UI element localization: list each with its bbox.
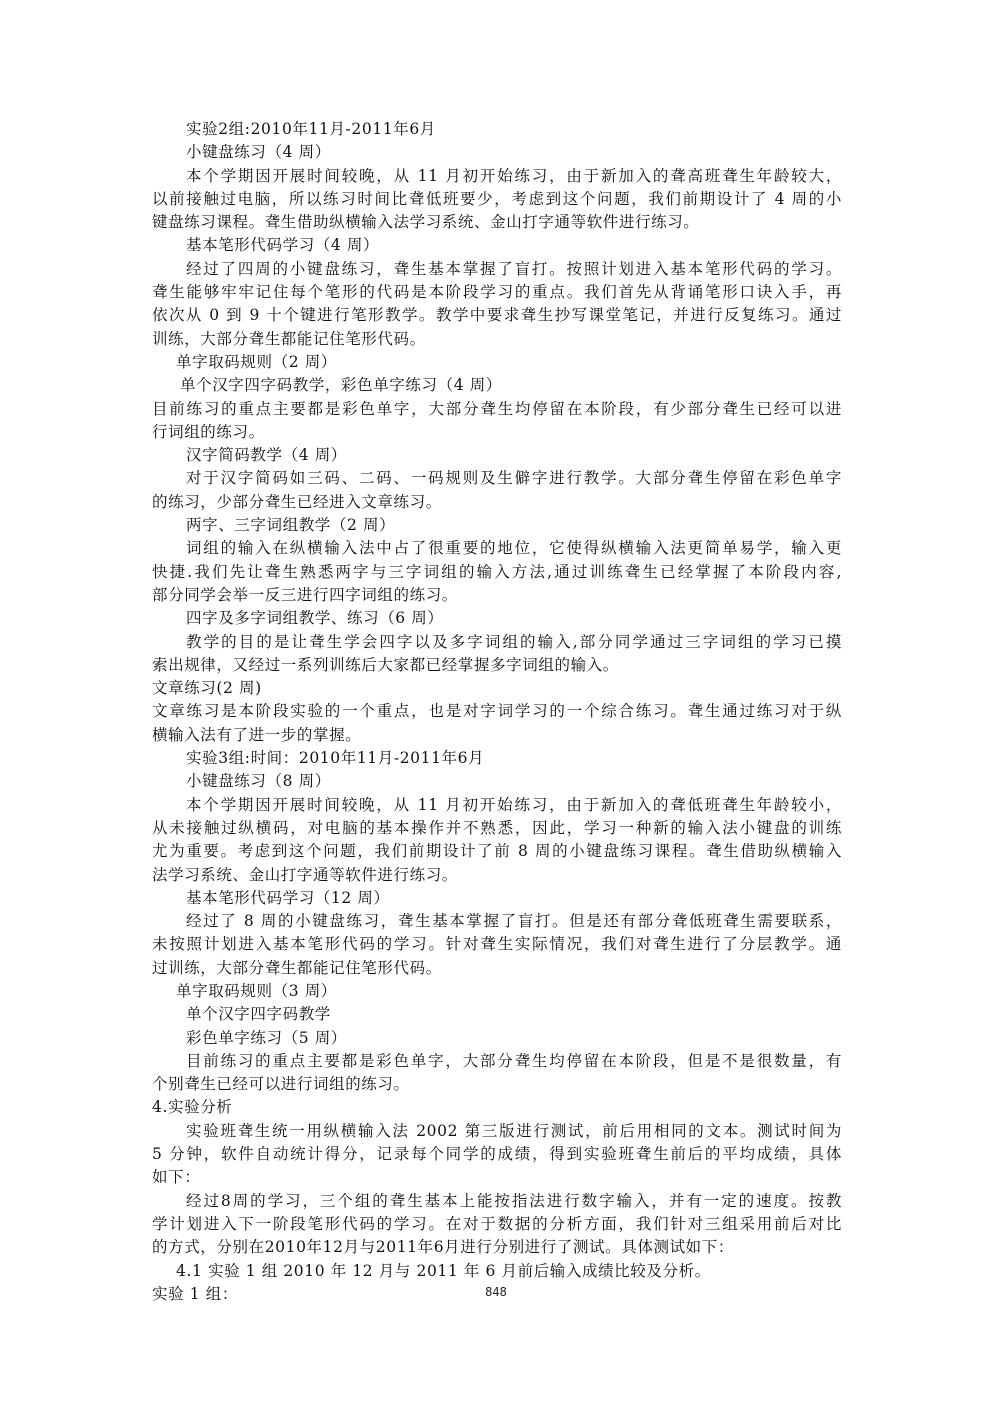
paragraph-line: 经过了 8 周的小键盘练习，聋生基本掌握了盲打。但是还有部分聋低班聋生需要联系，: [186, 912, 842, 931]
paragraph-line: 键盘练习课程。聋生借助纵横输入法学习系统、金山打字通等软件进行练习。: [152, 213, 700, 232]
paragraph-line: 过训练，大部分聋生都能记住笔形代码。: [152, 958, 442, 977]
paragraph-line: 本个学期因开展时间较晚，从 11 月初开始练习，由于新加入的聋高班聋生年龄较大，: [186, 166, 842, 185]
paragraph-line: 法学习系统、金山打字通等软件进行练习。: [152, 865, 458, 884]
paragraph-line: 5 分钟，软件自动统计得分，记录每个同学的成绩，得到实验班聋生前后的平均成绩，具体: [152, 1145, 842, 1164]
paragraph-line: 本个学期因开展时间较晚，从 11 月初开始练习，由于新加入的聋低班聋生年龄较小，: [186, 795, 842, 814]
paragraph-line: 文章练习是本阶段实验的一个重点，也是对字词学习的一个综合练习。聋生通过练习对于纵: [152, 702, 842, 721]
paragraph-line: 词组的输入在纵横输入法中占了很重要的地位，它使得纵横输入法更简单易学，输入更: [186, 539, 842, 558]
paragraph-line: 实验班聋生统一用纵横输入法 2002 第三版进行测试，前后用相同的文本。测试时间为: [186, 1121, 842, 1140]
paragraph-line: 教学的目的是让聋生学会四字以及多字词组的输入,部分同学通过三字词组的学习已摸: [186, 632, 842, 651]
section-heading: 文章练习(2 周): [152, 679, 262, 698]
paragraph-line: 经过了四周的小键盘练习，聋生基本掌握了盲打。按照计划进入基本笔形代码的学习。: [186, 259, 842, 278]
paragraph-line: 以前接触过电脑，所以练习时间比聋低班要少，考虑到这个问题，我们前期设计了 4 周的小: [152, 189, 842, 208]
section-heading: 四字及多字词组教学、练习（6 周）: [186, 609, 444, 628]
paragraph-line: 未按照计划进入基本笔形代码的学习。针对聋生实际情况，我们对聋生进行了分层教学。通: [152, 935, 842, 954]
page-number: 848: [485, 1285, 507, 1299]
paragraph-line: 目前练习的重点主要都是彩色单字，大部分聋生均停留在本阶段，但是不是很数量，有: [186, 1051, 842, 1070]
paragraph-line: 横输入法有了进一步的掌握。: [152, 725, 362, 744]
paragraph-line: 经过8周的学习，三个组的聋生基本上能按指法进行数字输入，并有一定的速度。按教: [186, 1191, 842, 1210]
section-heading: 小键盘练习（8 周）: [186, 772, 331, 791]
paragraph-line: 行词组的练习。: [152, 422, 265, 441]
paragraph-line: 的练习，少部分聋生已经进入文章练习。: [152, 492, 442, 511]
section-heading: 彩色单字练习（5 周）: [186, 1028, 347, 1047]
paragraph-line: 依次从 0 到 9 十个键进行笔形教学。教学中要求聋生抄写课堂笔记，并进行反复练习。通过: [152, 306, 842, 325]
paragraph-line: 从未接触过纵横码，对电脑的基本操作并不熟悉，因此，学习一种新的输入法小键盘的训练: [152, 818, 842, 837]
paragraph-line: 个别聋生已经可以进行词组的练习。: [152, 1075, 410, 1094]
paragraph-line: 索出规律，又经过一系列训练后大家都已经掌握多字词组的输入。: [152, 655, 619, 674]
paragraph-line: 训练，大部分聋生都能记住笔形代码。: [152, 329, 426, 348]
section-heading: 单个汉字四字码教学，彩色单字练习（4 周）: [180, 376, 502, 395]
paragraph-line: 目前练习的重点主要都是彩色单字，大部分聋生均停留在本阶段，有少部分聋生已经可以进: [152, 399, 842, 418]
section-heading: 基本笔形代码学习（12 周）: [186, 888, 390, 907]
paragraph-line: 快捷.我们先让聋生熟悉两字与三字词组的输入方法,通过训练聋生已经掌握了本阶段内容,: [152, 562, 842, 581]
paragraph-line: 如下：: [152, 1168, 201, 1187]
section-heading: 小键盘练习（4 周）: [186, 143, 331, 162]
paragraph-line: 尤为重要。考虑到这个问题，我们前期设计了前 8 周的小键盘练习课程。聋生借助纵横输入: [152, 842, 842, 861]
paragraph-line: 对于汉字简码如三码、二码、一码规则及生僻字进行教学。大部分聋生停留在彩色单字: [186, 469, 842, 488]
section-heading: 汉字简码教学（4 周）: [186, 446, 347, 465]
section-heading: 单字取码规则（2 周）: [176, 352, 337, 371]
paragraph-line: 部分同学会举一反三进行四字词组的练习。: [152, 585, 458, 604]
section-heading: 基本笔形代码学习（4 周）: [186, 236, 380, 255]
subsection-label: 实验 1 组：: [152, 1284, 238, 1303]
paragraph-line: 学计划进入下一阶段笔形代码的学习。在对于数据的分析方面，我们针对三组采用前后对比: [152, 1214, 842, 1233]
heading-group-2: 实验2组:2010年11月-2011年6月: [186, 120, 436, 138]
paragraph-line: 的方式，分别在2010年12月与2011年6月进行分别进行了测试。具体测试如下：: [152, 1238, 734, 1257]
heading-group-3: 实验3组:时间：2010年11月-2011年6月: [186, 749, 485, 768]
section-heading: 单个汉字四字码教学: [186, 1005, 331, 1024]
document-body: [152, 118, 842, 1306]
section-heading: 两字、三字词组教学（2 周）: [186, 516, 396, 535]
paragraph-line: 聋生能够牢牢记住每个笔形的代码是本阶段学习的重点。我们首先从背诵笔形口诀入手，再: [152, 283, 842, 302]
section-heading-analysis: 4.实验分析: [152, 1098, 233, 1117]
subsection-heading: 4.1 实验 1 组 2010 年 12 月与 2011 年 6 月前后输入成绩比较及分析。: [176, 1261, 711, 1280]
section-heading: 单字取码规则（3 周）: [176, 981, 337, 1000]
